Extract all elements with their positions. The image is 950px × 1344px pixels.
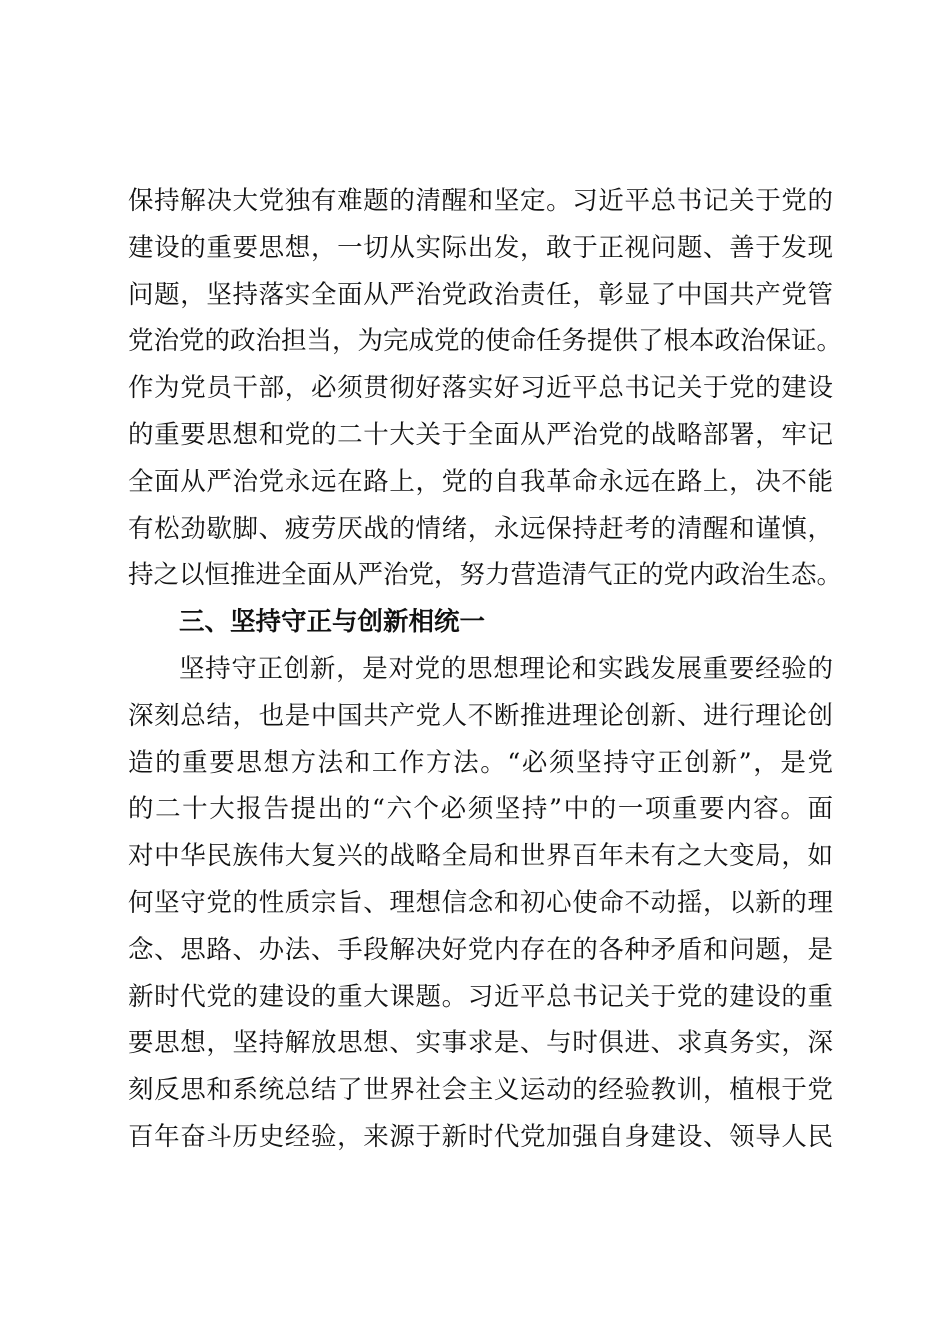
paragraph-2-line: 深刻总结，也是中国共产党人不断推进理论创新、进行理论创 <box>128 700 833 731</box>
paragraph-1-line: 建设的重要思想，一切从实际出发，敢于正视问题、善于发现 <box>128 232 833 263</box>
paragraph-2-line: 百年奋斗历史经验，来源于新时代党加强自身建设、领导人民 <box>128 1121 833 1152</box>
paragraph-1 <box>128 178 843 599</box>
document-body <box>128 178 843 1161</box>
paragraph-1-line: 问题，坚持落实全面从严治党政治责任，彰显了中国共产党管 <box>128 279 833 310</box>
section-heading: 三、坚持守正与创新相统一 <box>179 607 486 638</box>
paragraph-2-line: 刻反思和系统总结了世界社会主义运动的经验教训，植根于党 <box>128 1075 833 1106</box>
paragraph-2-line: 坚持守正创新，是对党的思想理论和实践发展重要经验的 <box>179 653 833 684</box>
paragraph-2-line: 念、思路、办法、手段解决好党内存在的各种矛盾和问题，是 <box>128 934 833 965</box>
paragraph-2-line: 的二十大报告提出的“六个必须坚持”中的一项重要内容。面 <box>128 794 833 825</box>
paragraph-1-line: 作为党员干部，必须贯彻好落实好习近平总书记关于党的建设 <box>128 373 833 404</box>
paragraph-1-line: 的重要思想和党的二十大关于全面从严治党的战略部署，牢记 <box>128 419 833 450</box>
paragraph-2-line: 何坚守党的性质宗旨、理想信念和初心使命不动摇，以新的理 <box>128 887 833 918</box>
paragraph-1-line: 有松劲歇脚、疲劳厌战的情绪，永远保持赶考的清醒和谨慎， <box>128 513 833 544</box>
paragraph-2 <box>128 646 833 1161</box>
paragraph-2-line: 对中华民族伟大复兴的战略全局和世界百年未有之大变局，如 <box>128 841 833 872</box>
paragraph-1-line: 保持解决大党独有难题的清醒和坚定。习近平总书记关于党的 <box>128 186 833 216</box>
paragraph-2-line: 要思想，坚持解放思想、实事求是、与时俱进、求真务实，深 <box>128 1028 833 1059</box>
paragraph-1-line: 全面从严治党永远在路上，党的自我革命永远在路上，决不能 <box>128 466 833 497</box>
paragraph-1-line: 持之以恒推进全面从严治党，努力营造清气正的党内政治生态。 <box>128 560 843 591</box>
paragraph-2-line: 造的重要思想方法和工作方法。“必须坚持守正创新”，是党 <box>128 747 833 778</box>
paragraph-1-line: 党治党的政治担当，为完成党的使命任务提供了根本政治保证。 <box>128 326 843 357</box>
paragraph-2-line: 新时代党的建设的重大课题。习近平总书记关于党的建设的重 <box>128 981 833 1012</box>
